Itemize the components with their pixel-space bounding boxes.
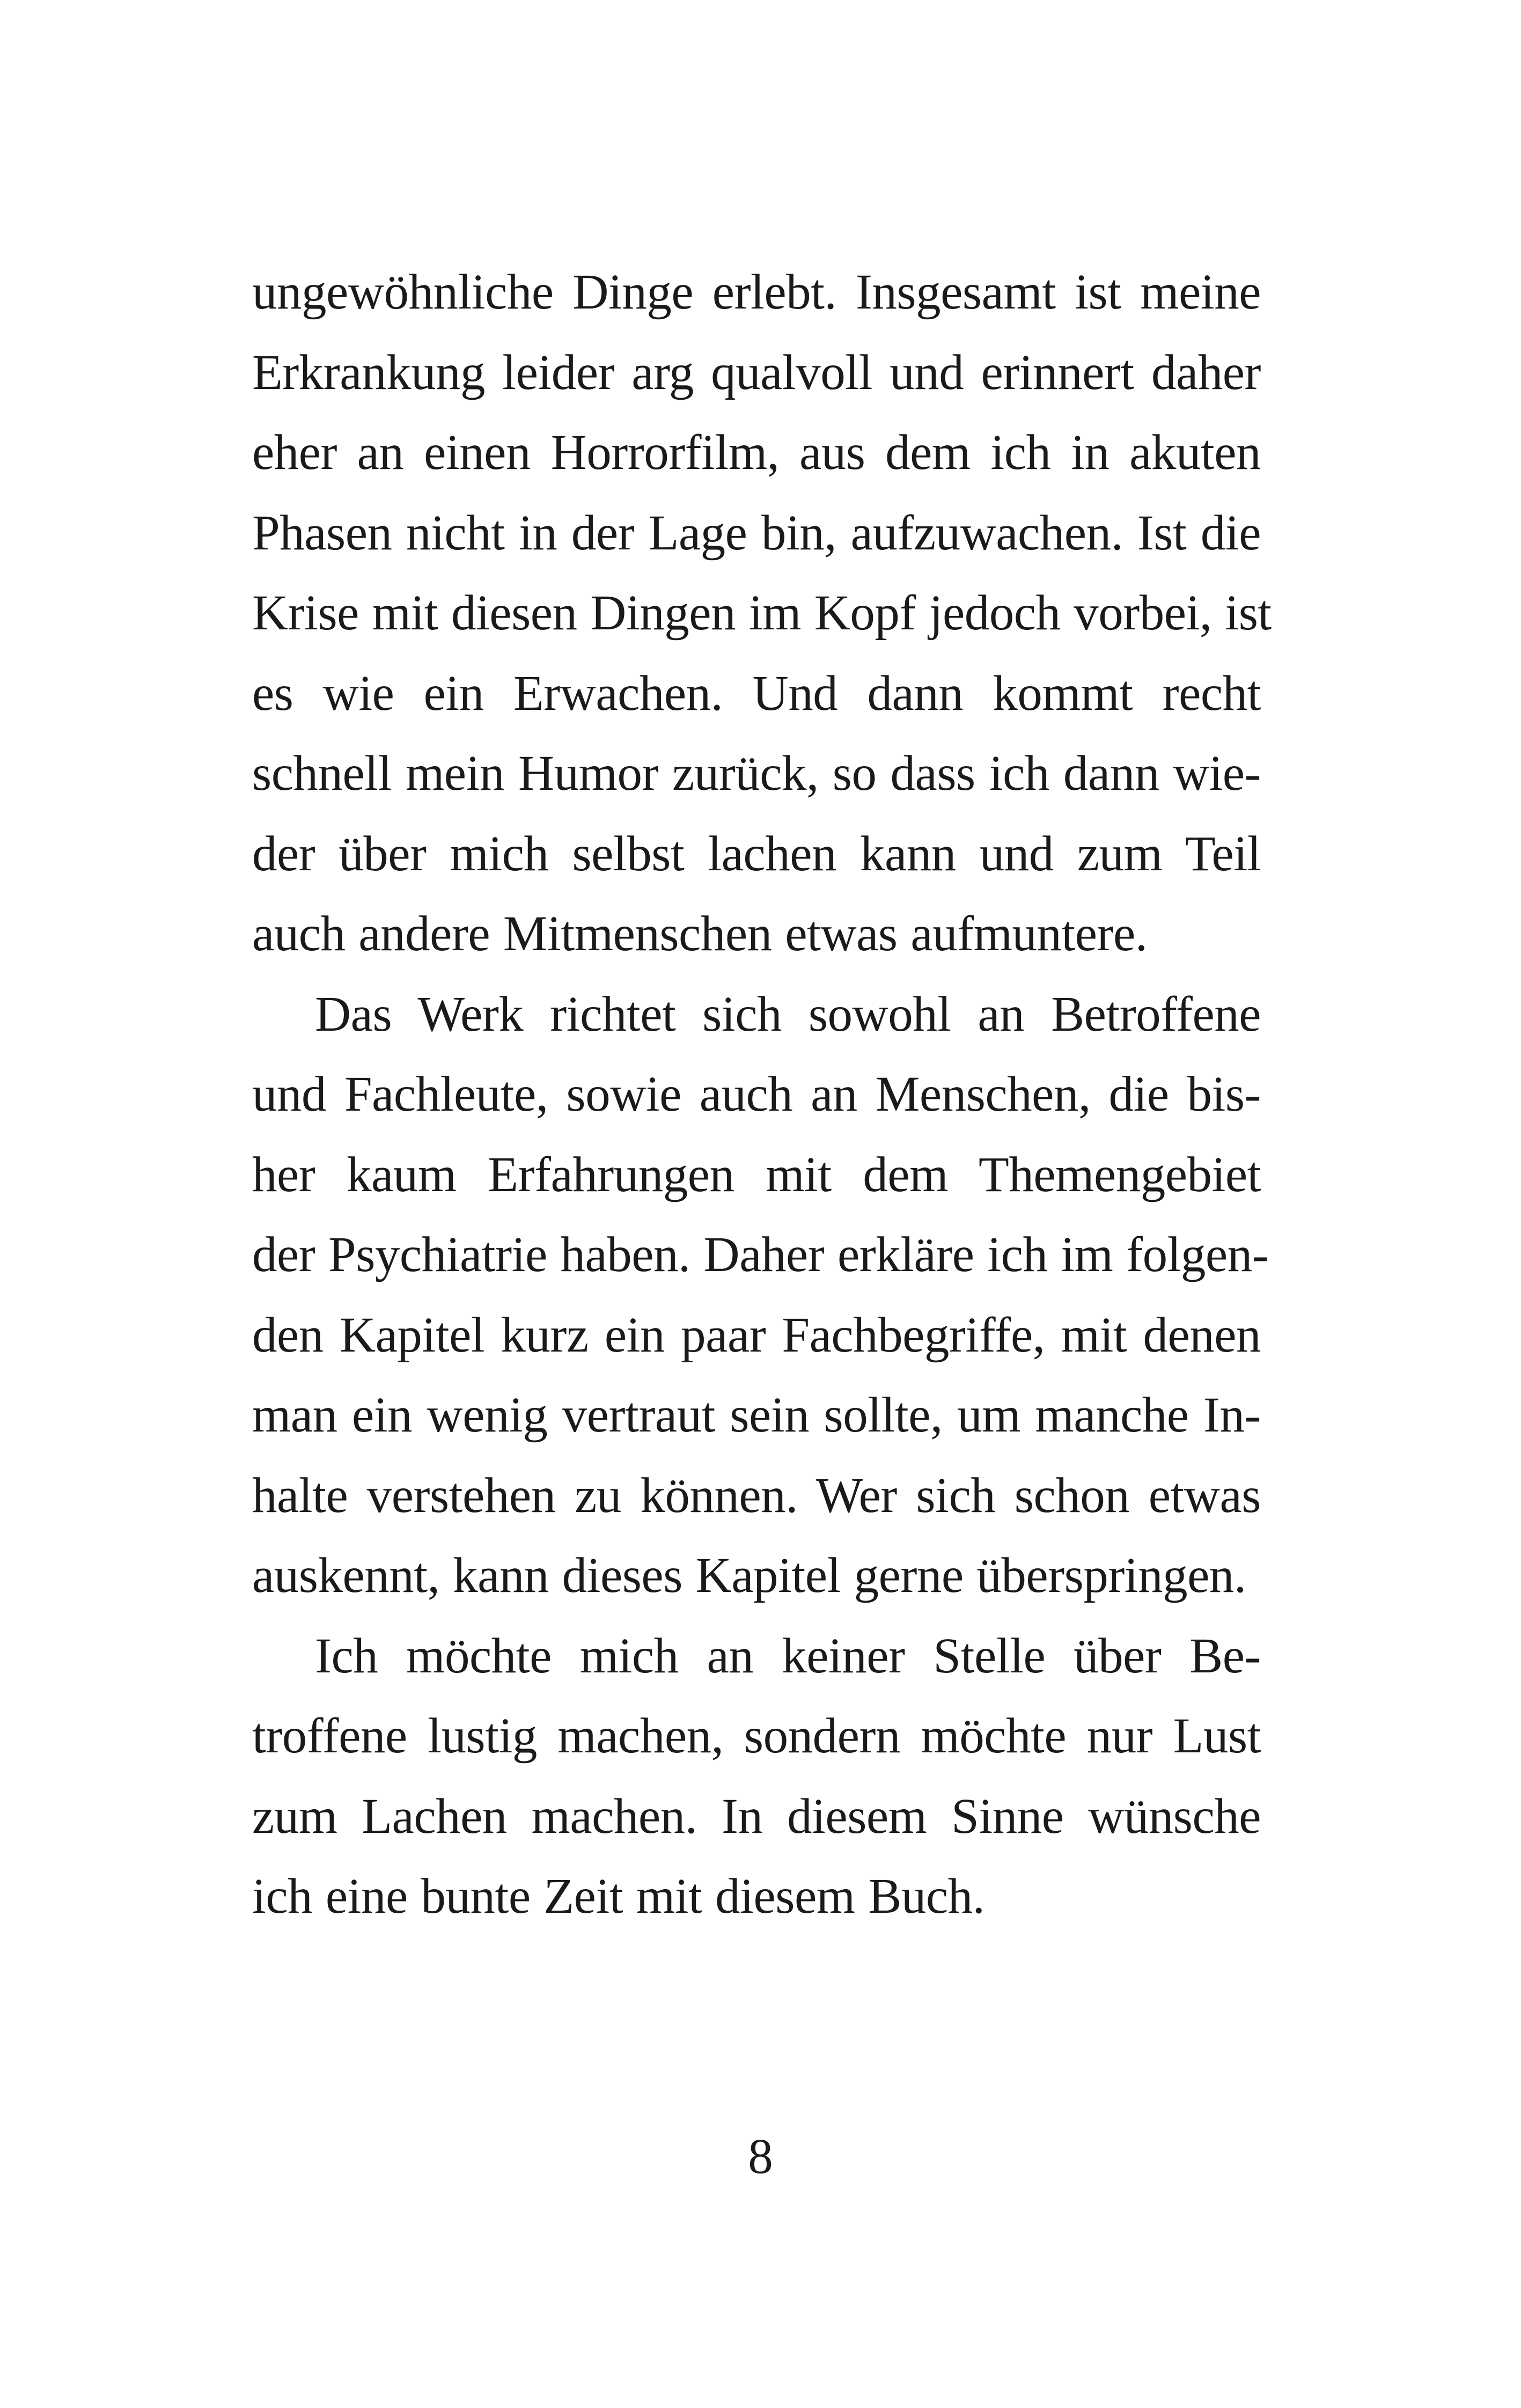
text-line: der Psychiatrie haben. Daher erkläre ich im folgen- — [252, 1227, 1269, 1282]
text-line: und Fachleute, sowie auch an Menschen, die bis- — [252, 1067, 1261, 1122]
page-number: 8 — [748, 2129, 773, 2184]
text-line: der über mich selbst lachen kann und zum Teil — [252, 826, 1261, 882]
text-line: Krise mit diesen Dingen im Kopf jedoch vorbei, ist — [252, 585, 1272, 641]
paragraph-2 — [252, 974, 1269, 1616]
text-line: eher an einen Horrorfilm, aus dem ich in akuten — [252, 425, 1261, 480]
text-line: Phasen nicht in der Lage bin, aufzuwachen. Ist die — [252, 505, 1261, 561]
text-line: ich eine bunte Zeit mit diesem Buch. — [252, 1869, 985, 1924]
text-line: man ein wenig vertraut sein sollte, um manche In- — [252, 1387, 1261, 1443]
text-line: halte verstehen zu können. Wer sich schon etwas — [252, 1467, 1261, 1523]
text-line: den Kapitel kurz ein paar Fachbegriffe, mit denen — [252, 1307, 1261, 1363]
paragraph-1 — [252, 252, 1272, 974]
text-line: her kaum Erfahrungen mit dem Themengebiet — [252, 1147, 1261, 1202]
text-line: auch andere Mitmenschen etwas aufmuntere. — [252, 906, 1148, 961]
text-line: troffene lustig machen, sondern möchte nur Lust — [252, 1708, 1261, 1764]
text-line: ungewöhnliche Dinge erlebt. Insgesamt ist meine — [252, 265, 1261, 320]
text-line: Das Werk richtet sich sowohl an Betroffene — [315, 986, 1261, 1042]
text-line: Erkrankung leider arg qualvoll und erinnert daher — [252, 344, 1261, 400]
body-text — [252, 252, 1272, 1937]
text-line: schnell mein Humor zurück, so dass ich dann wie- — [252, 746, 1261, 801]
text-line: zum Lachen machen. In diesem Sinne wünsche — [252, 1788, 1261, 1844]
paragraph-3 — [252, 1616, 1261, 1937]
text-line: auskennt, kann dieses Kapitel gerne überspringen. — [252, 1548, 1246, 1603]
text-line: es wie ein Erwachen. Und dann kommt recht — [252, 665, 1261, 721]
text-line: Ich möchte mich an keiner Stelle über Be- — [315, 1628, 1261, 1684]
